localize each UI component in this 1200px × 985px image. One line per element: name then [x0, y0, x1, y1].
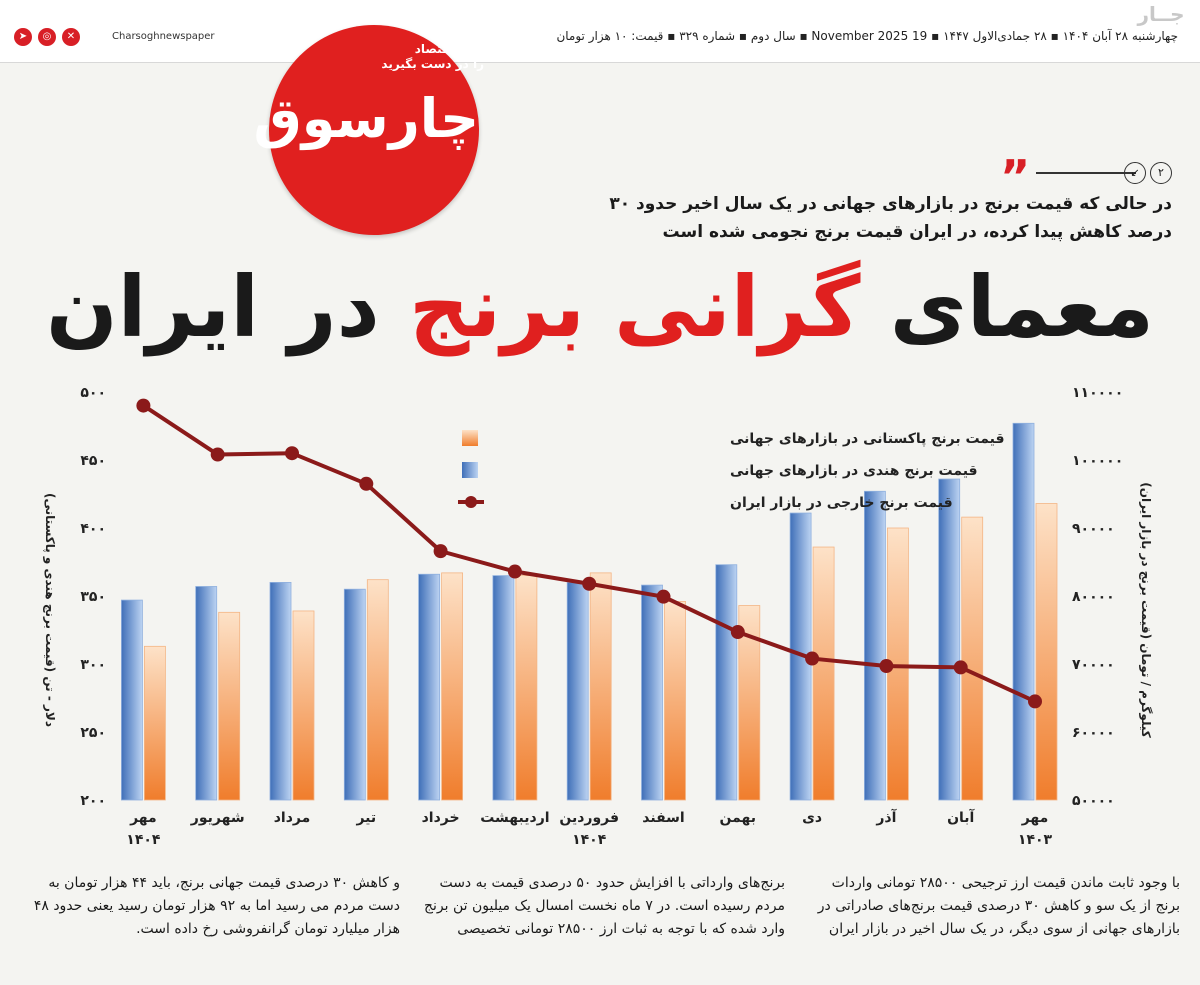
- bar-pakistani: [813, 547, 834, 800]
- category-year-label: ۱۴۰۳: [1017, 832, 1053, 848]
- iran-price-point: [582, 577, 596, 591]
- left-tick-label: ۳۰۰: [80, 657, 106, 673]
- bar-indian: [567, 582, 588, 800]
- headline-part-3: در ایران: [45, 258, 380, 356]
- legend-label: قیمت برنج هندی در بازارهای جهانی: [730, 463, 978, 479]
- social-links: [14, 28, 80, 46]
- category-label: مهر: [130, 810, 157, 826]
- headline: [30, 258, 1170, 356]
- iran-price-point: [359, 477, 373, 491]
- bar-pakistani: [1036, 504, 1057, 800]
- iran-price-point: [508, 565, 522, 579]
- category-year-label: ۱۴۰۴: [572, 832, 607, 848]
- iran-price-point: [211, 448, 225, 462]
- category-year-label: ۱۴۰۴: [126, 832, 161, 848]
- category-label: مرداد: [273, 810, 311, 826]
- right-tick-label: ۹۰۰۰۰: [1072, 521, 1115, 537]
- slogan-line-2: را در دست بگیرید: [381, 57, 484, 71]
- rice-price-chart: [0, 380, 1200, 870]
- right-tick-label: ۸۰۰۰۰: [1072, 589, 1115, 605]
- iran-price-point: [879, 659, 893, 673]
- left-tick-label: ۴۵۰: [80, 453, 106, 469]
- site-name[interactable]: Charsoghnewspaper: [112, 31, 215, 42]
- right-tick-label: ۱۰۰۰۰۰: [1072, 453, 1124, 469]
- instagram-icon[interactable]: ◎: [38, 28, 56, 46]
- body-column-middle: برنج‌های وارداتی با افزایش حدود ۵۰ درصدی قیمت به دست مردم رسیده است. در ۷ ماه نخست امسال یک میلیون تن برنج وارد شده که با توجه به ثبات ارز ۲۸۵۰۰ تومانی تخصیصی: [423, 875, 785, 937]
- category-label: شهریور: [190, 810, 245, 826]
- right-axis-label: کیلوگرم / تومان (قیمت برنج در بازار ایران): [1139, 482, 1153, 738]
- category-label: بهمن: [719, 810, 757, 826]
- iran-price-point: [285, 446, 299, 460]
- bar-indian: [344, 589, 365, 800]
- bar-pakistani: [665, 601, 686, 800]
- x-icon[interactable]: ✕: [62, 28, 80, 46]
- bar-pakistani: [442, 573, 463, 800]
- left-tick-label: ۵۰۰: [80, 385, 106, 401]
- bar-indian: [642, 585, 663, 800]
- left-axis-label: دلار - تن (قیمت برنج هندی و پاکستانی): [43, 493, 57, 727]
- page-index: ۲: [1150, 162, 1172, 184]
- body-text: [0, 872, 1200, 985]
- category-label: اسفند: [642, 810, 685, 826]
- bar-pakistani: [962, 517, 983, 800]
- left-tick-label: ۲۰۰: [80, 793, 106, 809]
- bar-indian: [419, 574, 440, 800]
- bar-pakistani: [590, 573, 611, 800]
- bar-indian: [493, 576, 514, 800]
- top-bar: [0, 0, 1200, 63]
- bar-pakistani: [293, 611, 314, 800]
- bar-indian: [1013, 423, 1034, 800]
- right-tick-label: ۶۰۰۰۰: [1072, 725, 1115, 741]
- right-tick-label: ۵۰۰۰۰: [1072, 793, 1115, 809]
- category-label: مهر: [1021, 810, 1049, 826]
- chart-legend: [458, 430, 1005, 511]
- bars: [121, 423, 1057, 800]
- slogan: [374, 42, 484, 72]
- iran-price-point: [657, 590, 671, 604]
- left-tick-label: ۲۵۰: [80, 725, 106, 741]
- body-column-right: با وجود ثابت ماندن قیمت ارز ترجیحی ۲۸۵۰۰ تومانی واردات برنج از یک سو و کاهش ۳۰ درصدی قیمت برنج‌های صادراتی در بازارهای جهانی از سوی دیگر، در یک سال اخیر در بازار ایران: [817, 875, 1180, 937]
- iran-price-point: [136, 399, 150, 413]
- iran-price-point: [805, 652, 819, 666]
- bar-pakistani: [516, 576, 537, 800]
- iran-price-point: [731, 625, 745, 639]
- bar-pakistani: [144, 646, 165, 800]
- legend-swatch: [462, 462, 478, 478]
- category-label: آبان: [947, 810, 975, 826]
- category-label: آذر: [876, 810, 897, 826]
- left-tick-label: ۴۰۰: [80, 521, 106, 537]
- dateline: چهارشنبه ۲۸ آبان ۱۴۰۴ ▪ ۲۸ جمادی‌الاول ۱۴۴۷ ▪ 19 November 2025 ▪ سال دوم ▪ شماره ۳۲۹ ▪ قیمت: ۱۰ هزار تومان: [556, 29, 1178, 43]
- right-tick-label: ۱۱۰۰۰۰: [1072, 385, 1124, 401]
- category-labels: [126, 808, 1052, 848]
- corner-tag: جــار: [1122, 0, 1200, 28]
- telegram-icon[interactable]: ➤: [14, 28, 32, 46]
- quote-mark-icon: ”: [1000, 150, 1031, 204]
- logo-name: چارسوق: [253, 87, 479, 150]
- iran-price-point: [434, 544, 448, 558]
- body-column-left: و کاهش ۳۰ درصدی قیمت جهانی برنج، باید ۴۴ هزار تومان به دست مردم می رسید اما به ۹۲ هزار تومان رسید یعنی حدود ۴۸ هزار میلیارد تومان گرانفروشی رخ داده است.: [33, 875, 400, 937]
- bar-pakistani: [219, 612, 240, 800]
- category-label: اردیبهشت: [480, 810, 550, 826]
- lede-text: در حالی که قیمت برنج در بازارهای جهانی در یک سال اخیر حدود ۳۰ درصد کاهش پیدا کرده، در ایران قیمت برنج نجومی شده است: [609, 194, 1172, 242]
- intro-divider: [1036, 172, 1136, 174]
- headline-part-2: گرانی برنج: [408, 258, 861, 356]
- category-label: خرداد: [421, 810, 460, 826]
- bar-indian: [939, 479, 960, 800]
- intro-index: [1124, 162, 1172, 184]
- bar-pakistani: [367, 580, 388, 800]
- category-label: دی: [802, 810, 823, 826]
- iran-price-point: [954, 660, 968, 674]
- legend-line-point: [465, 496, 477, 508]
- left-tick-label: ۳۵۰: [80, 589, 106, 605]
- right-tick-label: ۷۰۰۰۰: [1072, 657, 1115, 673]
- bar-indian: [716, 565, 737, 800]
- headline-part-1: معمای: [889, 258, 1155, 356]
- category-label: فروردین: [559, 810, 620, 826]
- legend-label: قیمت برنج پاکستانی در بازارهای جهانی: [730, 431, 1005, 447]
- left-axis-ticks: [80, 385, 106, 809]
- slogan-line-1: نبض اقتصاد: [414, 42, 484, 56]
- right-axis-ticks: [1072, 385, 1123, 809]
- bar-indian: [270, 582, 291, 800]
- bar-indian: [864, 491, 885, 800]
- legend-swatch: [462, 430, 478, 446]
- iran-price-point: [1028, 694, 1042, 708]
- arrow-icon: ↙: [1124, 162, 1146, 184]
- category-label: تیر: [356, 810, 377, 826]
- bar-indian: [196, 586, 217, 800]
- bar-indian: [121, 600, 142, 800]
- legend-label: قیمت برنج خارجی در بازار ایران: [730, 495, 953, 511]
